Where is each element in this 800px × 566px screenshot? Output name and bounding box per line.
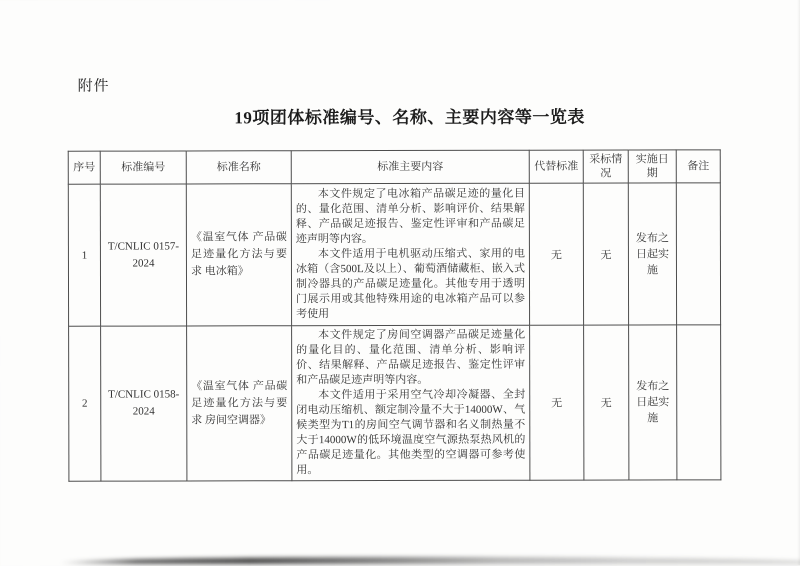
header-standard-code: 标准编号	[100, 151, 186, 184]
content-paragraph: 本文件规定了房间空调器产品碳足迹量化的量化目的、量化范围、清单分析、影响评价、结果解释、产品碳足迹报告、鉴定性评审和产品碳足迹声明等内容。	[296, 328, 526, 387]
content-paragraph: 本文件适用于电机驱动压缩式、家用的电冰箱（含500L及以上）、葡萄酒储藏柜、嵌入式制冷器具的产品碳足迹量化。其他专用于透明门展示用或其他特殊用途的电冰箱产品可以参考使用	[295, 247, 526, 321]
adoption-status-cell: 无	[584, 325, 629, 480]
header-replaced-standard: 代替标准	[529, 150, 583, 183]
main-content-cell	[291, 183, 529, 325]
replaced-standard-cell: 无	[529, 183, 583, 325]
header-seq: 序号	[68, 151, 100, 184]
content-paragraph: 本文件适用于采用空气冷却冷凝器、全封闭电动压缩机、额定制冷量不大于14000W、气候类型为T1的房间空气调节器和名义制热量不大于14000W的低环境温度空气源热泵热风机的产品碳足迹量化。其他类型的空调器可参考使用。	[296, 388, 526, 477]
implementation-date-cell: 发布之日起实施	[629, 325, 677, 480]
remark-cell	[676, 183, 720, 325]
scan-edge-shadow	[60, 557, 800, 564]
page-title: 19项团体标准编号、名称、主要内容等一览表	[234, 107, 585, 128]
standards-table	[68, 149, 722, 481]
adoption-status-cell: 无	[583, 183, 628, 325]
table-row	[69, 325, 721, 481]
header-standard-name: 标准名称	[186, 151, 291, 184]
standard-code-cell: T/CNLIC 0157-2024	[100, 184, 186, 326]
table-header-row	[68, 150, 720, 184]
seq-cell: 1	[68, 184, 100, 326]
header-implementation-date: 实施日期	[628, 150, 676, 183]
implementation-date-cell: 发布之日起实施	[628, 183, 676, 325]
header-main-content: 标准主要内容	[291, 150, 529, 183]
standard-name-cell: 《温室气体 产品碳足迹量化方法与要求 房间空调器》	[187, 326, 292, 481]
header-adoption-status: 采标情况	[583, 150, 628, 183]
seq-cell: 2	[69, 326, 101, 481]
main-content-cell	[292, 325, 530, 480]
standard-name-cell: 《温室气体 产品碳足迹量化方法与要求 电冰箱》	[186, 184, 291, 326]
remark-cell	[677, 325, 721, 480]
standard-code-cell: T/CNLIC 0158-2024	[101, 326, 187, 481]
header-remark: 备注	[676, 150, 720, 183]
replaced-standard-cell: 无	[530, 325, 584, 480]
table-row	[68, 183, 720, 326]
content-paragraph: 本文件规定了电冰箱产品碳足迹的量化目的、量化范围、清单分析、影响评价、结果解释、产品碳足迹报告、鉴定性评审和产品碳足迹声明等内容。	[295, 187, 525, 246]
attachment-label: 附件	[77, 78, 110, 95]
